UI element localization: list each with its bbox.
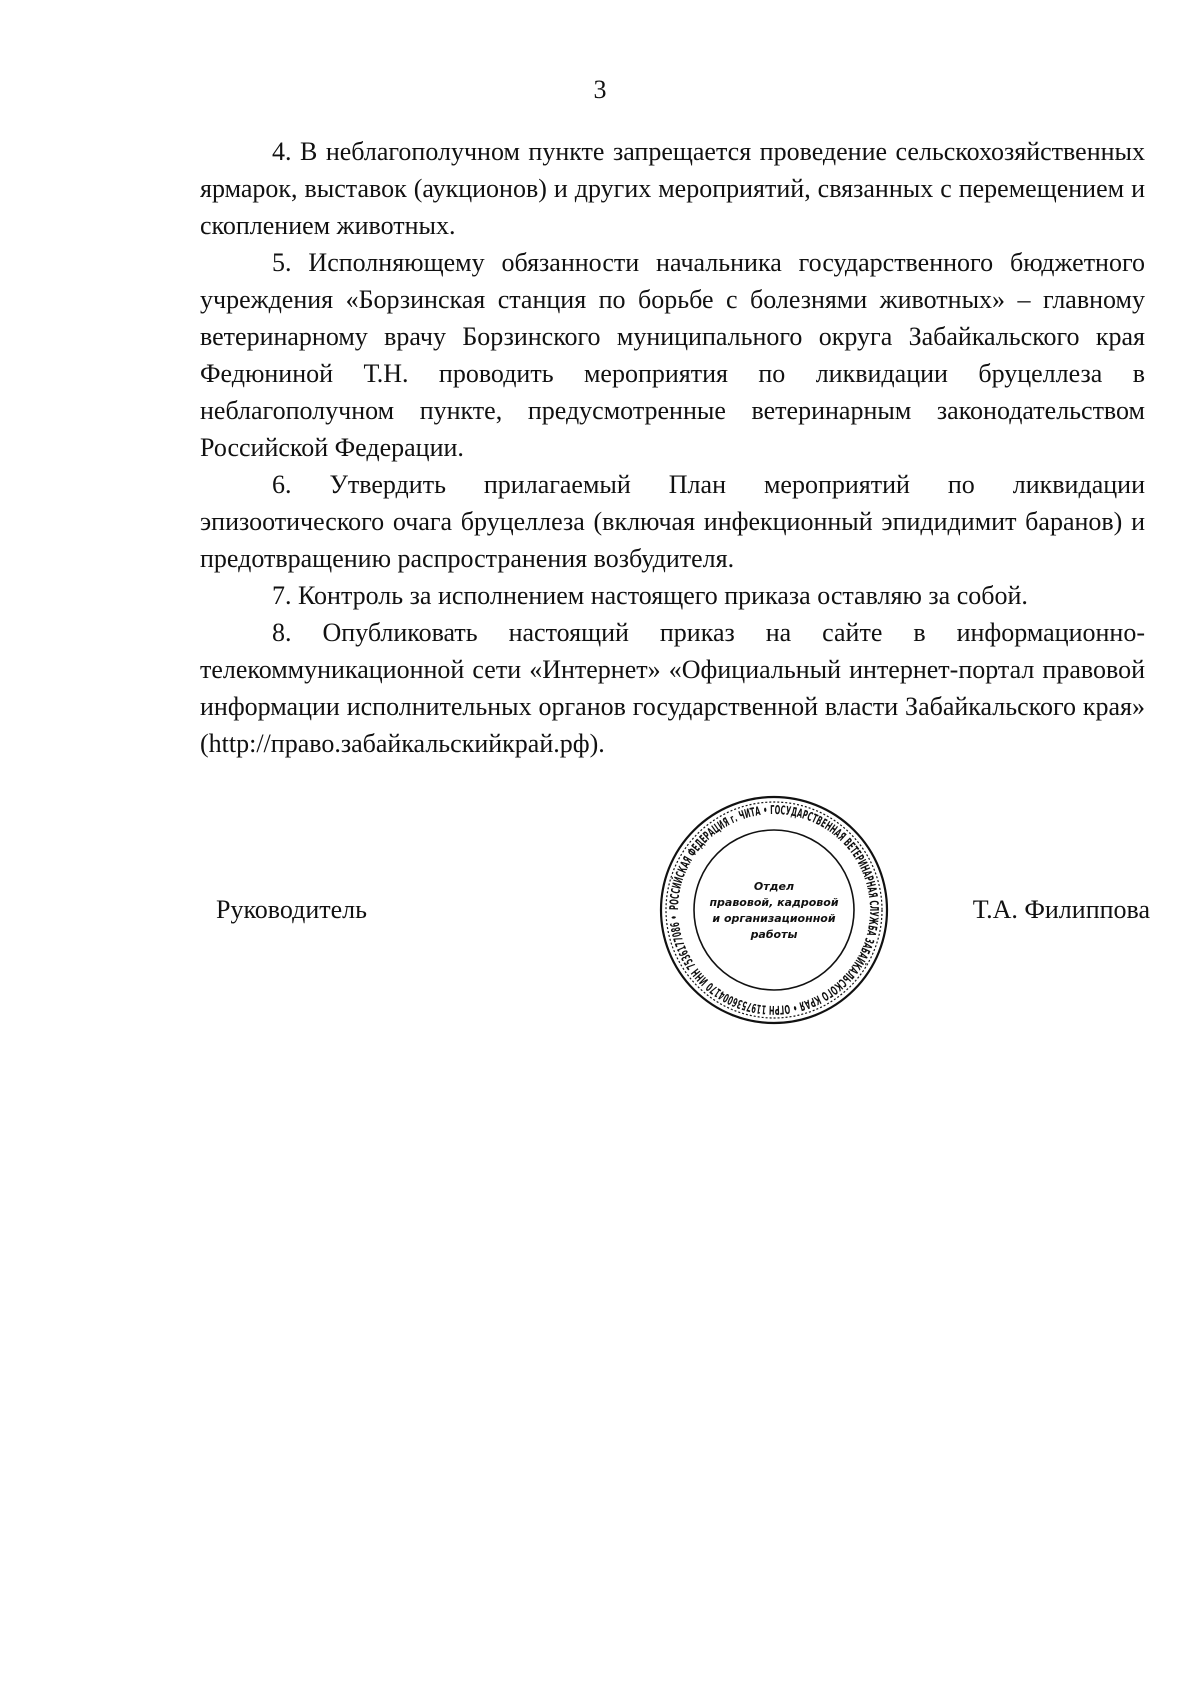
paragraph-4: 4. В неблагополучном пункте запрещается проведение сельскохозяйственных ярмарок, выставок (аукционов) и других мероприятий, связанных с перемещением и скоплением животных.: [200, 137, 1145, 240]
stamp-inner-ring: [694, 830, 854, 990]
stamp-line-4: работы: [750, 928, 798, 941]
stamp-line-2: правовой, кадровой: [709, 896, 839, 909]
official-stamp: [654, 790, 894, 1030]
paragraph-8: 8. Опубликовать настоящий приказ на сайте в информационно-телекоммуникационной сети «Интернет» «Официальный интернет-портал правовой информации исполнительных органов государственной власти Забайкальского края» (http://право.забайкальскийкрай.рф).: [200, 618, 1145, 758]
stamp-ring-text: РОССИЙСКАЯ ФЕДЕРАЦИЯ г. ЧИТА • ГОСУДАРСТВЕННАЯ ВЕТЕРИНАРНАЯ СЛУЖБА ЗАБАЙКАЛЬСКОГО КРАЯ • ОГРН 1197536004170 ИНН 7536177086 •: [666, 802, 882, 1018]
stamp-line-3: и организационной: [712, 912, 836, 925]
stamp-outer-ring: [661, 797, 887, 1023]
signature-block: [0, 790, 1200, 1050]
paragraph-6: 6. Утвердить прилагаемый План мероприятий по ликвидации эпизоотического очага бруцеллеза (включая инфекционный эпидидимит баранов) и предотвращению распространения возбудителя.: [200, 470, 1145, 573]
signatory-role: Руководитель: [216, 895, 367, 924]
order-body: [200, 133, 1145, 762]
stamp-line-1: Отдел: [753, 880, 795, 893]
paragraph-5: 5. Исполняющему обязанности начальника государственного бюджетного учреждения «Борзинская станция по борьбе с болезнями животных» – главному ветеринарному врачу Борзинского муниципального округа Забайкальского края Федюниной Т.Н. проводить мероприятия по ликвидации бруцеллеза в неблагополучном пункте, предусмотренные ветеринарным законодательством Российской Федерации.: [200, 248, 1145, 462]
stamp-center-text: [709, 880, 838, 941]
page-number: 3: [593, 75, 607, 104]
signatory-name: Т.А. Филиппова: [972, 895, 1150, 924]
paragraph-7: 7. Контроль за исполнением настоящего приказа оставляю за собой.: [272, 581, 1028, 610]
